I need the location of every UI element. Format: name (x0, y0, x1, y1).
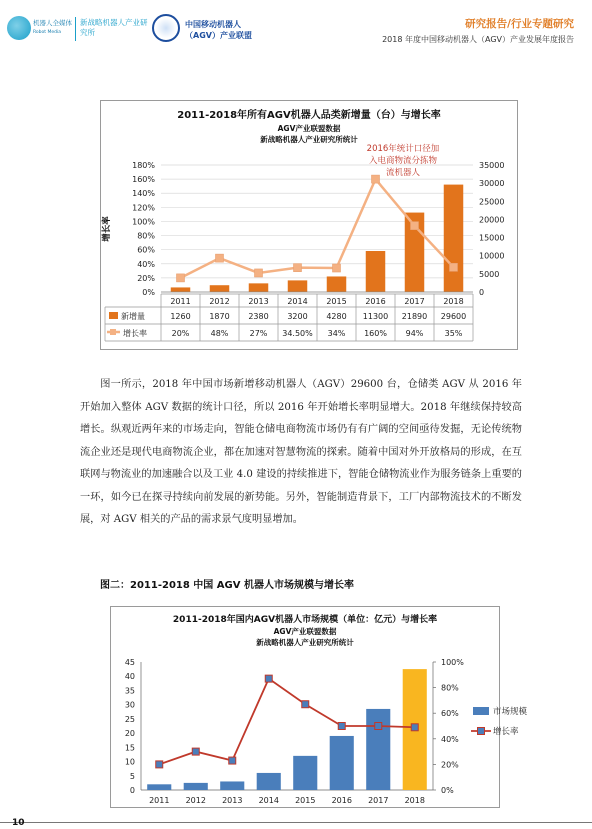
x-tick-label: 2017 (368, 796, 389, 805)
growth-point-2015 (333, 264, 341, 272)
right-tick-label: 100% (441, 658, 464, 667)
bar-2011 (147, 784, 171, 790)
legend-bar-key (109, 312, 118, 319)
growth-point-2011 (156, 761, 163, 768)
left-tick-label: 45 (124, 658, 135, 667)
legend-bar-key (473, 707, 489, 715)
x-tick-label: 2016 (365, 297, 386, 306)
x-tick-label: 2018 (443, 297, 464, 306)
left-tick-label: 80% (137, 231, 155, 241)
growth-point-2012 (216, 254, 224, 262)
table-cell-line: 34% (327, 329, 346, 338)
table-cell-bar: 21890 (401, 312, 428, 321)
agv-alliance-logo-icon (152, 14, 180, 42)
legend-line-label: 增长率 (493, 727, 519, 737)
left-tick-label: 10 (124, 757, 135, 767)
x-tick-label: 2017 (404, 297, 425, 306)
x-tick-label: 2016 (331, 796, 352, 805)
left-tick-label: 25 (124, 714, 135, 724)
bar-2013 (249, 283, 269, 292)
table-cell-line: 34.50% (282, 329, 313, 338)
figure1-svg (101, 101, 517, 349)
figure2-subtitle1: AGV产业联盟数据 (273, 627, 337, 636)
table-cell-bar: 29600 (440, 312, 467, 321)
x-tick-label: 2012 (185, 796, 206, 805)
table-cell-bar: 2380 (248, 312, 269, 321)
bar-2013 (220, 781, 244, 790)
left-tick-label: 40% (137, 259, 155, 269)
bar-2012 (210, 285, 230, 292)
figure2-subtitle2: 新战略机器人产业研究所统计 (256, 638, 354, 647)
left-tick-label: 40 (124, 672, 135, 682)
figure2-title: 2011-2018年国内AGV机器人市场规模（单位：亿元）与增长率 (172, 615, 438, 625)
table-cell-bar: 4280 (326, 312, 347, 321)
figure2-svg (111, 607, 528, 807)
figure1-annotation-line2: 入电商物流分拣物 (368, 156, 438, 166)
robot-media-logo-icon (7, 16, 31, 40)
logo3-line2: （AGV）产业联盟 (185, 31, 252, 40)
bar-2014 (288, 280, 308, 292)
growth-point-2017 (375, 723, 382, 730)
x-tick-label: 2011 (170, 297, 191, 306)
right-tick-label: 35000 (479, 161, 505, 170)
x-tick-label: 2012 (209, 297, 230, 306)
growth-point-2017 (411, 222, 419, 230)
bar-2016 (330, 736, 354, 790)
bar-2014 (257, 773, 281, 790)
legend-bar-label: 市场规模 (493, 707, 528, 717)
table-cell-line: 35% (444, 329, 463, 338)
legend-line-marker (110, 329, 116, 335)
figure1-chart (100, 100, 518, 350)
y-axis-label: 增长率 (102, 216, 112, 242)
table-cell-bar: 1870 (209, 312, 230, 321)
header-report-title: 研究报告/行业专题研究 (465, 18, 574, 30)
right-tick-label: 20% (441, 760, 459, 770)
right-tick-label: 5000 (479, 269, 500, 279)
header-report-subtitle: 2018 年度中国移动机器人（AGV）产业发展年度报告 (382, 35, 574, 44)
left-tick-label: 140% (132, 189, 155, 199)
x-tick-label: 2013 (222, 796, 243, 805)
logo2-text: 新战略机器人产业研究所 (80, 18, 148, 37)
left-tick-label: 35 (124, 686, 135, 696)
logo-divider (75, 17, 76, 41)
growth-point-2016 (372, 175, 380, 183)
growth-point-2014 (294, 264, 302, 272)
table-cell-bar: 1260 (170, 312, 191, 321)
right-tick-label: 40% (441, 734, 459, 744)
right-tick-label: 0% (441, 786, 454, 795)
legend-line-marker (478, 728, 485, 735)
logo3-text (185, 19, 252, 41)
left-tick-label: 120% (132, 203, 155, 213)
table-row-label-bar: 新增量 (121, 312, 145, 321)
page-header (0, 0, 592, 56)
figure2-chart (110, 606, 528, 808)
bar-2015 (327, 276, 347, 292)
growth-point-2011 (177, 274, 185, 282)
right-tick-label: 80% (441, 683, 459, 693)
right-tick-label: 10000 (479, 251, 505, 261)
table-row-label-line: 增长率 (123, 329, 147, 338)
table-cell-bar: 11300 (362, 312, 389, 321)
left-tick-label: 160% (132, 175, 155, 185)
body-paragraph (80, 374, 522, 532)
logo1-title: 机器人全媒体 (33, 19, 72, 27)
right-tick-label: 25000 (479, 197, 505, 207)
left-tick-label: 100% (132, 217, 155, 227)
figure1-title: 2011-2018年所有AGV机器人品类新增量（台）与增长率 (177, 110, 441, 121)
table-cell-line: 94% (405, 329, 424, 338)
table-cell-line: 20% (171, 329, 190, 338)
bar-2011 (171, 287, 191, 292)
growth-point-2013 (255, 269, 263, 277)
left-tick-label: 30 (124, 700, 135, 710)
bar-2017 (366, 709, 390, 790)
body-paragraph-text: 图一所示，2018 年中国市场新增移动机器人（AGV）29600 台，仓储类 AGV 从 2016 年开始加入整体 AGV 数据的统计口径，所以 2016 年开始增长率明显增大。2018 年继续保持较高增长。纵观近两年来的市场走向，智能仓储电商物流市场仍有有广阔的空间亟待发掘，无论传统物流企业还是现代电商物流企业，都在加速对智慧物流的探索。随着中国对外开放格局的形成，在互联网与物流业的加速融合以及工业 4.0 建设的持续推进下，智能仓储物流业作为服务链条上重要的一环，如今已在探寻持续向前发展的新势能。另外，智能制造背景下，工厂内部物流技术的不断发展，对 AGV 相关的产品的需求景气度明显增加。 (80, 379, 522, 525)
figure1-annotation-line1: 2016年统计口径加 (366, 144, 440, 154)
right-tick-label: 15000 (479, 233, 505, 243)
right-tick-label: 30000 (479, 179, 505, 189)
x-tick-label: 2014 (287, 297, 308, 306)
growth-point-2014 (265, 675, 272, 682)
left-tick-label: 20 (124, 729, 135, 739)
growth-point-2018 (411, 724, 418, 731)
table-cell-line: 27% (249, 329, 268, 338)
left-tick-label: 20% (137, 273, 155, 283)
left-tick-label: 15 (124, 743, 135, 753)
figure1-subtitle1: AGV产业联盟数据 (277, 124, 341, 133)
left-tick-label: 0 (129, 786, 135, 795)
bar-2015 (293, 756, 317, 790)
left-tick-label: 5 (129, 771, 135, 781)
x-tick-label: 2018 (404, 796, 425, 805)
growth-point-2013 (229, 757, 236, 764)
logo3-line1: 中国移动机器人 (185, 20, 241, 29)
bar-2016 (366, 251, 386, 292)
x-tick-label: 2011 (149, 796, 170, 805)
figure1-subtitle2: 新战略机器人产业研究所统计 (260, 135, 358, 144)
left-tick-label: 0% (142, 288, 155, 297)
figure2-caption: 图二：2011-2018 中国 AGV 机器人市场规模与增长率 (100, 580, 354, 591)
logo1-subtitle: Robot Media (33, 30, 61, 35)
table-cell-bar: 3200 (287, 312, 308, 321)
bar-2012 (184, 783, 208, 790)
table-cell-line: 160% (364, 329, 387, 338)
growth-point-2012 (192, 748, 199, 755)
growth-point-2016 (338, 723, 345, 730)
table-cell-line: 48% (210, 329, 229, 338)
x-tick-label: 2015 (295, 796, 316, 805)
footer-line (0, 822, 592, 823)
right-tick-label: 60% (441, 709, 459, 719)
x-tick-label: 2013 (248, 297, 269, 306)
right-tick-label: 0 (479, 288, 485, 297)
page-number: 10 (12, 818, 25, 828)
growth-point-2015 (302, 701, 309, 708)
x-tick-label: 2015 (326, 297, 347, 306)
x-tick-label: 2014 (258, 796, 279, 805)
figure1-annotation-line3: 流机器人 (385, 168, 421, 178)
growth-point-2018 (450, 263, 458, 271)
bar-2018 (444, 185, 464, 292)
right-tick-label: 20000 (479, 215, 505, 225)
left-tick-label: 180% (132, 161, 155, 170)
left-tick-label: 60% (137, 245, 155, 255)
